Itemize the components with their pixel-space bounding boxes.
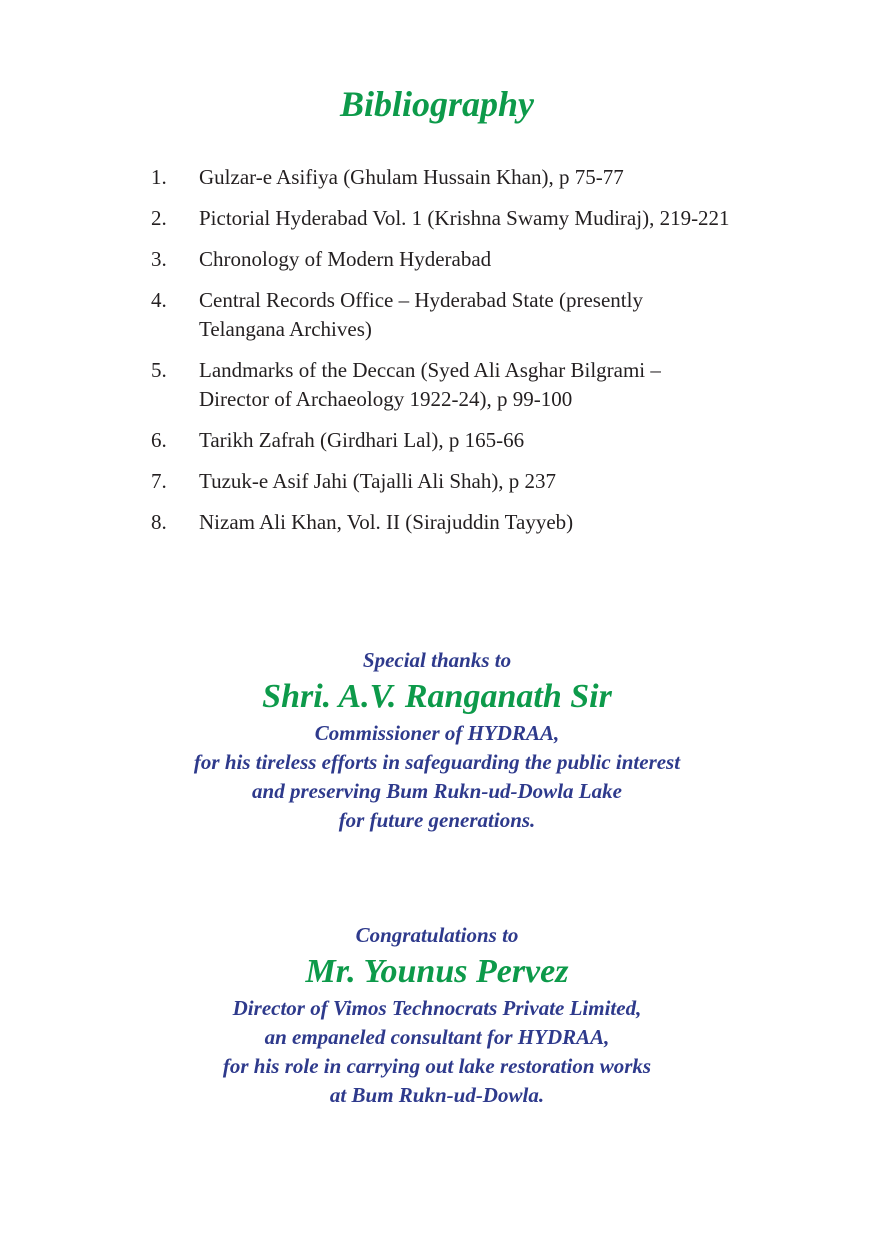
congrats-intro: Congratulations to (355, 923, 519, 947)
bibliography-item (151, 356, 731, 414)
bibliography-item (151, 426, 731, 455)
bibliography-list (151, 163, 731, 549)
special-thanks-section (0, 646, 874, 835)
item-number: 3. (151, 247, 167, 271)
page-title: Bibliography (339, 84, 535, 124)
congrats-name: Mr. Younus Pervez (305, 953, 569, 990)
thanks-intro: Special thanks to (362, 648, 512, 672)
bibliography-item (151, 508, 731, 537)
item-text: Chronology of Modern Hyderabad (199, 247, 492, 271)
thanks-name: Shri. A.V. Ranganath Sir (262, 678, 612, 715)
congrats-line: at Bum Rukn-ud-Dowla. (329, 1083, 545, 1107)
thanks-line: for future generations. (338, 808, 536, 832)
item-text: Central Records Office – Hyderabad State (presently Telangana Archives) (199, 288, 643, 341)
bibliography-item (151, 467, 731, 496)
item-text: Tarikh Zafrah (Girdhari Lal), p 165-66 (199, 428, 525, 452)
item-text: Landmarks of the Deccan (Syed Ali Asghar Bilgrami – Director of Archaeology 1922-24), p 99-100 (199, 358, 661, 411)
item-number: 4. (151, 288, 167, 312)
bibliography-item (151, 204, 731, 233)
bibliography-item (151, 286, 731, 344)
bibliography-item (151, 163, 731, 192)
item-text: Tuzuk-e Asif Jahi (Tajalli Ali Shah), p 237 (199, 469, 557, 493)
congrats-line: for his role in carrying out lake restoration works (222, 1054, 652, 1078)
item-number: 5. (151, 358, 167, 382)
item-text: Nizam Ali Khan, Vol. II (Sirajuddin Tayyeb) (199, 510, 574, 534)
item-number: 7. (151, 469, 167, 493)
thanks-line: Commissioner of HYDRAA, (314, 721, 560, 745)
congrats-line: Director of Vimos Technocrats Private Limited, (232, 996, 642, 1020)
item-text: Pictorial Hyderabad Vol. 1 (Krishna Swamy Mudiraj), 219-221 (199, 206, 730, 230)
bibliography-item (151, 245, 731, 274)
thanks-line: for his tireless efforts in safeguarding the public interest (193, 750, 681, 774)
thanks-line: and preserving Bum Rukn-ud-Dowla Lake (252, 779, 622, 803)
item-number: 1. (151, 165, 167, 189)
congrats-line: an empaneled consultant for HYDRAA, (264, 1025, 610, 1049)
item-number: 6. (151, 428, 167, 452)
item-number: 8. (151, 510, 167, 534)
item-text: Gulzar-e Asifiya (Ghulam Hussain Khan), p 75-77 (199, 165, 624, 189)
congratulations-section (0, 921, 874, 1110)
item-number: 2. (151, 206, 167, 230)
